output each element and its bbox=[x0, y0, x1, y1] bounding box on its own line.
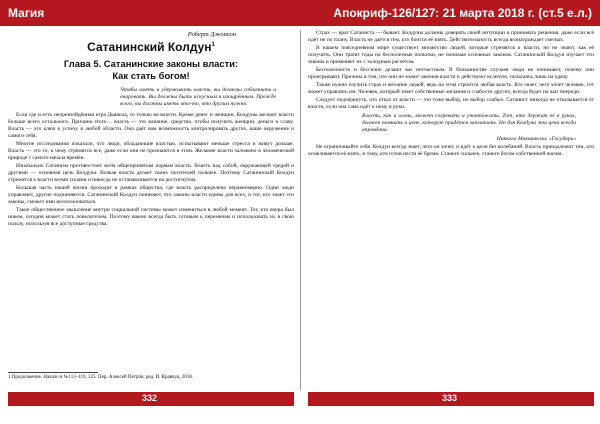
title-footnote-mark: 1 bbox=[211, 42, 215, 48]
paragraph: В нашем повседневном мире существует множество людей, которые стремятся к власти, но не знают, как её получить. Они тратят годы на бесполезные попытки, не понимая основных законов. Сатанинский Колдун изучает эти законы и применяет их с холодным расчётом. bbox=[308, 45, 594, 65]
quote-author: Никколо Макиавелли, «Государь» bbox=[496, 136, 576, 142]
footnote: 1 Продолжение. Начало в №113–119, 125. Пер. Алексей Петров, ред. И. Кравчук, 2018. bbox=[8, 375, 194, 380]
page-header bbox=[0, 0, 600, 26]
block-quote: Власть, как и огонь, может согревать и уничтожать. Тот, кто держит её в руках, должен помнить о цене, которую придётся заплатить. Но для Колдуна эта цена всегда оправдана. bbox=[362, 113, 576, 133]
issue-title: Апокриф-126/127: 21 марта 2018 г. (ст.5 е.л.) bbox=[333, 6, 592, 20]
left-column bbox=[8, 30, 294, 390]
paragraph: Изначально Сатанизм противостоит всем общепринятым нормам власти. Власть над собой, окружающей средой и другими — основная цель Колдуна. Всякая власть делает своих носителей сильнее. Поэтому Сатанинский Колдун стремится к власти всеми силами и никогда не останавливается на достигнутом. bbox=[8, 163, 294, 183]
column-divider bbox=[300, 30, 301, 390]
chapter-heading bbox=[8, 58, 294, 81]
article-title-text: Сатанинский Колдун bbox=[87, 40, 212, 54]
paragraph: Следует подчеркнуть, что отказ от власти — это тоже выбор, но выбор слабых. Сатанист никогда не отказывается от власти, если она сама идёт к нему в руки. bbox=[308, 97, 594, 110]
paragraph: Не ограничивайте себя. Колдун всегда знает, чего он хочет, и идёт к цели без колебаний. Власть принадлежит тем, кто осмеливается её взять, и тому, кто готов нести её бремя. Станьте сильнее, станьте богом собственной жизни. bbox=[308, 144, 594, 157]
article-title bbox=[8, 40, 294, 54]
paragraph: Бесполезность и бессилие делают вас несчастным. В большинстве случаев люди не понимают, почему они проигрывают. Причина в том, что они не знают законов власти и действуют вслепую, полагаясь лишь на удачу. bbox=[308, 67, 594, 80]
section-title: Магия bbox=[8, 6, 45, 20]
footnote-divider bbox=[8, 372, 98, 373]
paragraph: Страх — враг Сатаниста — бывает. Колдуны должны доверять своей интуиции и принимать решения, даже если всё идёт не по плану. Власть не даётся тем, кто боится её взять. Действительность всегда вознаграждает смелых. bbox=[308, 30, 594, 43]
paragraph: Такое общественное мышление внутри социальной системы может измениться в любой момент. Тот, кто вчера был никем, сегодня может стать повелителем. Поэтому важно всегда быть готовым к переменам и использовать их в свою пользу, используя все доступные средства. bbox=[8, 207, 294, 227]
article-author: Роберт Джонсон bbox=[187, 31, 236, 38]
page-number-left: 332 bbox=[142, 393, 158, 403]
paragraph: Многие исследования показали, что люди, обладающие властью, испытывают меньше стресса и живут дольше. Власть — это то, к чему стремятся все, даже если они не признаются в этом. Желание власти заложено в человеческой природе с самого начала времён. bbox=[8, 141, 294, 161]
paragraph: Если где и есть непревзойдённая игра Дьявола, то только во власти. Кроме денег и женщин, Колдуны желают власти больше всего остального. Причина этого… власть — это влияние, средство, чтобы получить женщин, деньги и славу. Власть — это ключ к успеху в любой области. Она даёт вам возможность контролировать других, ваше окружение и самого себя. bbox=[8, 112, 294, 139]
right-column bbox=[308, 30, 594, 390]
epigraph: Чтобы иметь и удерживать власть, вы должны соблазнить и очаровать. Вы должны быть искусным и изощрённым. Прежде всего, вы должны иметь что-то, что другим нужно. bbox=[120, 87, 276, 107]
chapter-line-1: Глава 5. Сатанинские законы власти: bbox=[63, 58, 239, 69]
chapter-line-2: Как стать богом! bbox=[112, 69, 190, 81]
paragraph: Также нужно изучить страх и желание людей, ведь на этом строится любая власть. Кто знает, чего хочет человек, тот может управлять им. Человек, который знает собственные желания и слабости других, всегда будет на шаг впереди. bbox=[308, 82, 594, 95]
page-number-right: 333 bbox=[442, 393, 458, 403]
paragraph: Большая часть нашей жизни проходит в рамках общества, где власть распределена неравномерно. Одни люди управляют, другие подчиняются. Сатанинский Колдун понимает, что законы власти едины для всех, и тот, кто знает эти законы, сможет ими воспользоваться. bbox=[8, 185, 294, 205]
